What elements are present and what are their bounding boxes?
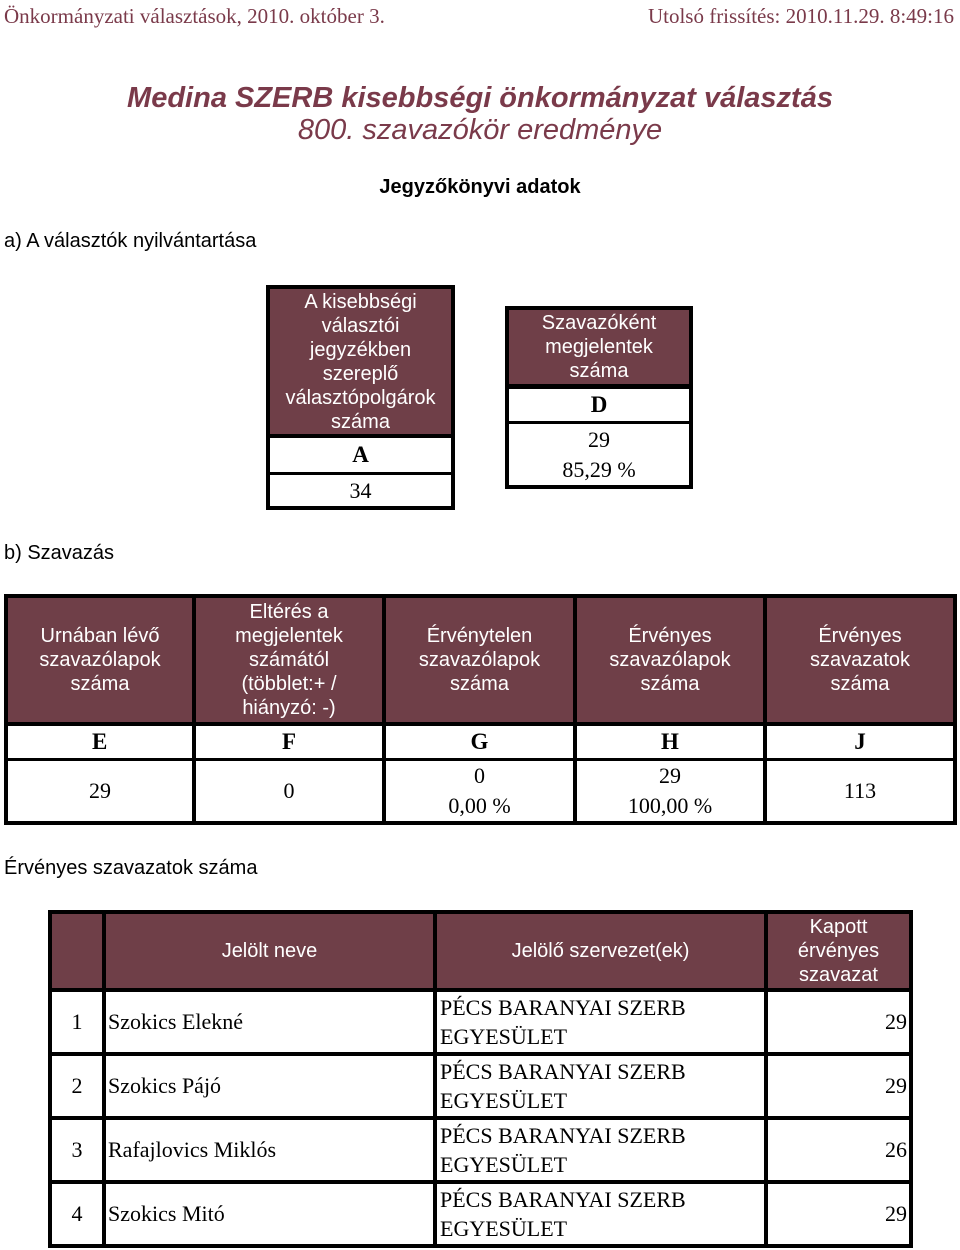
- registered-voters-letter: A: [270, 438, 451, 472]
- ballots-in-urn-value: 29: [8, 761, 192, 821]
- candidate-1-org-line1: PÉCS BARANYAI SZERB: [440, 995, 686, 1020]
- candidate-3-votes: 26: [768, 1120, 909, 1180]
- turnout-letter: D: [509, 389, 689, 421]
- candidate-1-org: [437, 992, 764, 1052]
- candidate-2-org-line1: PÉCS BARANYAI SZERB: [440, 1059, 686, 1084]
- num-column-header: [52, 914, 102, 988]
- candidate-1-name: Szokics Elekné: [106, 992, 433, 1052]
- valid-votes-value: 113: [767, 761, 953, 821]
- candidate-1-num: 1: [52, 992, 102, 1052]
- nominating-org-header: Jelölő szervezet(ek): [437, 914, 764, 988]
- candidate-2-org-line2: EGYESÜLET: [440, 1088, 568, 1113]
- page-subtitle: 800. szavazókör eredménye: [297, 114, 663, 146]
- candidate-4-org-line2: EGYESÜLET: [440, 1216, 568, 1241]
- deviation-letter: F: [196, 726, 382, 758]
- candidate-4-org: [437, 1184, 764, 1244]
- section-c-heading: Érvényes szavazatok száma: [4, 857, 258, 879]
- candidate-4-num: 4: [52, 1184, 102, 1244]
- candidate-3-name: Rafajlovics Miklós: [106, 1120, 433, 1180]
- candidate-2-org: [437, 1056, 764, 1116]
- candidate-3-org: [437, 1120, 764, 1180]
- candidate-3-num: 3: [52, 1120, 102, 1180]
- registered-voters-label: A kisebbségi választói jegyzékben szereplő választópolgárok száma: [270, 289, 451, 434]
- invalid-ballots-label: Érvénytelen szavazólapok száma: [386, 598, 573, 722]
- candidate-name-header: Jelölt neve: [106, 914, 433, 988]
- deviation-label: Eltérés a megjelentek számától (többlet:+ / hiányzó: -): [196, 598, 382, 722]
- votes-header: Kapott érvényes szavazat: [768, 914, 909, 988]
- invalid-ballots-percent: 0,00 %: [448, 793, 511, 818]
- candidate-1-org-line2: EGYESÜLET: [440, 1024, 568, 1049]
- candidate-4-votes: 29: [768, 1184, 909, 1244]
- valid-votes-label: Érvényes szavazatok száma: [767, 598, 953, 722]
- candidate-1-votes: 29: [768, 992, 909, 1052]
- candidate-4-org-line1: PÉCS BARANYAI SZERB: [440, 1187, 686, 1212]
- ballots-in-urn-label: Urnában lévő szavazólapok száma: [8, 598, 192, 722]
- registered-voters-value: 34: [270, 475, 451, 506]
- invalid-ballots-count: 0: [473, 763, 485, 788]
- deviation-value: 0: [196, 761, 382, 821]
- section-b-heading: b) Szavazás: [4, 542, 115, 564]
- section-a-heading: a) A választók nyilvántartása: [4, 230, 257, 252]
- invalid-ballots-value: [386, 761, 573, 821]
- valid-votes-letter: J: [767, 726, 953, 758]
- ballots-in-urn-letter: E: [8, 726, 192, 758]
- valid-ballots-count: 29: [658, 763, 681, 788]
- turnout-percent: 85,29 %: [562, 456, 636, 482]
- invalid-ballots-letter: G: [386, 726, 573, 758]
- candidate-4-name: Szokics Mitó: [106, 1184, 433, 1244]
- candidate-3-org-line2: EGYESÜLET: [440, 1152, 568, 1177]
- valid-ballots-value: [577, 761, 763, 821]
- last-updated: Utolsó frissítés: 2010.11.29. 8:49:16: [647, 4, 954, 28]
- election-header: Önkormányzati választások, 2010. október 3.: [4, 4, 385, 28]
- page-title: Medina SZERB kisebbségi önkormányzat választás: [127, 82, 833, 114]
- turnout-value: [509, 424, 689, 485]
- turnout-label: Szavazóként megjelentek száma: [509, 310, 689, 384]
- turnout-count: 29: [587, 426, 610, 452]
- candidate-3-org-line1: PÉCS BARANYAI SZERB: [440, 1123, 686, 1148]
- candidate-2-name: Szokics Pájó: [106, 1056, 433, 1116]
- valid-ballots-percent: 100,00 %: [627, 793, 713, 818]
- valid-ballots-label: Érvényes szavazólapok száma: [577, 598, 763, 722]
- valid-ballots-letter: H: [577, 726, 763, 758]
- candidate-2-num: 2: [52, 1056, 102, 1116]
- protocol-heading: Jegyzőkönyvi adatok: [379, 176, 581, 198]
- candidate-2-votes: 29: [768, 1056, 909, 1116]
